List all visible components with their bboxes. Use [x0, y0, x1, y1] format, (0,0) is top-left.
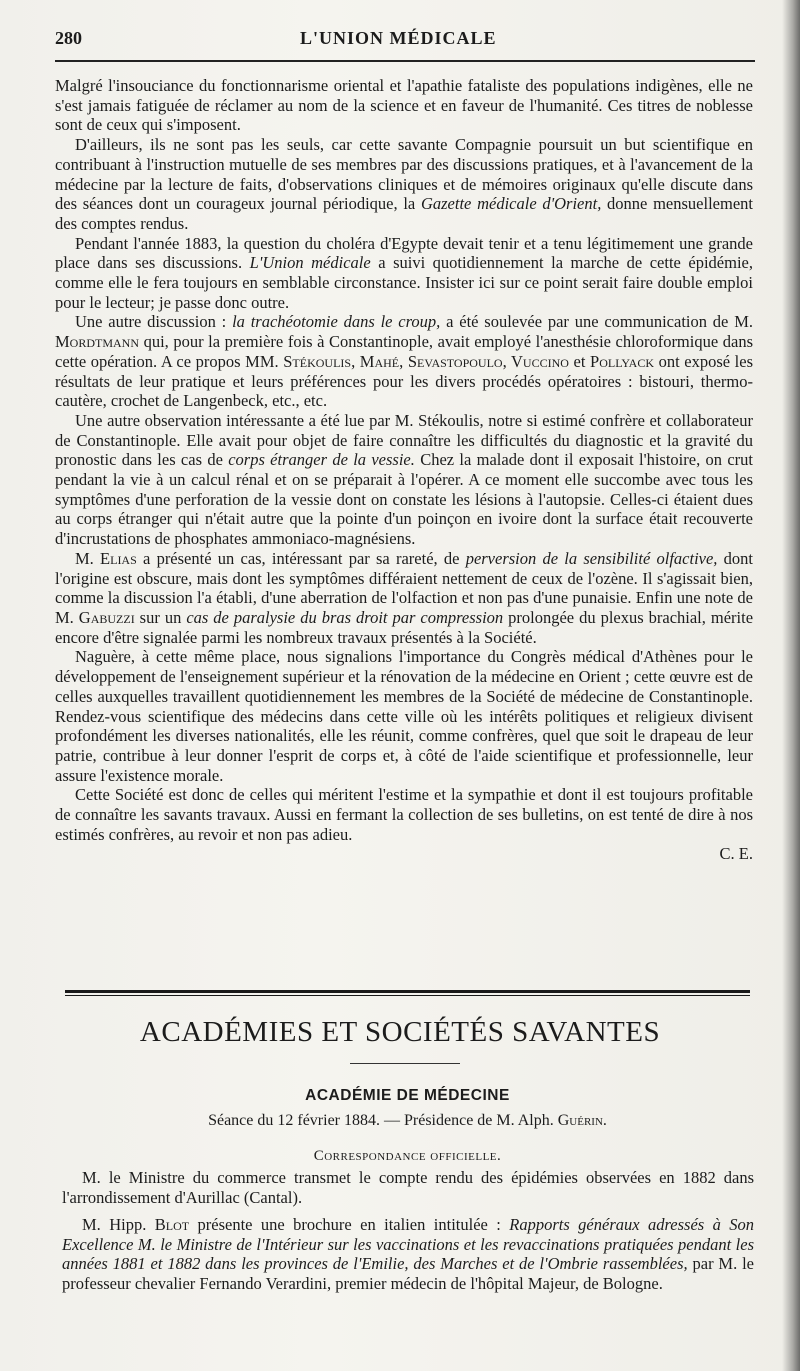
section-divider	[65, 990, 750, 996]
header-rule	[55, 60, 755, 62]
running-title: L'UNION MÉDICALE	[300, 28, 497, 48]
session-line: Séance du 12 février 1884. — Présidence de M. Alph. Guérin.	[208, 1112, 607, 1129]
paragraph: Une autre discussion : la trachéotomie dans le croup, a été soulevée par une communication de M. Mordtmann qui, pour la première fois à Constantinople, avait employé l'anesthésie chloroformique dans cette opération. A ce propos MM. Stékoulis, Mahé, Sevastopoulo, Vuccino et Pollyack ont exposé les résultats de leur pratique et leurs préférences pour les divers procédés opératoires : bistouri, thermo-cautère, crochet de Langenbeck, etc., etc.	[55, 312, 753, 411]
paragraph: Naguère, à cette même place, nous signalions l'importance du Congrès médical d'Athènes pour le développement de l'enseignement supérieur et la rénovation de la médecine en Orient ; cette œuvre est de celles auxquelles travaillent quotidiennement les membres de la Société de médecine de Constantinople. Rendez-vous scientifique des médecins dans cette ville où les intérêts politiques et religieux divisent profondément les diverses nationalités, elle les réunit, comme confrères, quel que soit le drapeau de leur patrie, contribue à leur donner l'esprit de corps et, à côté de l'aide scientifique et professionnelle, leur assure l'existence morale.	[55, 647, 753, 785]
correspondence-body	[62, 1168, 754, 1301]
page-header	[55, 28, 755, 54]
paragraph: Malgré l'insouciance du fonctionnarisme oriental et l'apathie fataliste des populations indigènes, elle ne s'est jamais fatiguée de réclamer au nom de la science et en faveur de l'humanité. Ces titres de noblesse sont de ceux qui s'imposent.	[55, 76, 753, 135]
paragraph: D'ailleurs, ils ne sont pas les seuls, car cette savante Compagnie poursuit un but scientifique en contribuant à l'instruction mutuelle de ses membres par des discussions pratiques, et à l'avancement de la médecine par la lecture de faits, d'observations cliniques et de mémoires originaux qu'elle discute dans des séances dont un courageux journal périodique, la Gazette médicale d'Orient, donne mensuellement des comptes rendus.	[55, 135, 753, 233]
signature: C. E.	[719, 844, 753, 864]
correspondence-heading: Correspondance officielle.	[313, 1148, 502, 1164]
paragraph: M. Hipp. Blot présente une brochure en italien intitulée : Rapports généraux adressés à Son Excellence M. le Ministre de l'Intérieur sur les vaccinations et les revaccinations pratiquées pendant les années 1881 et 1882 dans les provinces de l'Emilie, des Marches et de l'Ombrie rassemblées, par M. le professeur chevalier Fernando Verardini, premier médecin de l'hôpital Majeur, de Bologne.	[62, 1215, 755, 1293]
paragraph: M. Elias a présenté un cas, intéressant par sa rareté, de perversion de la sensibilité olfactive, dont l'origine est obscure, mais dont les symptômes différaient nettement de ceux de l'ozène. Il s'agissait bien, comme la discussion l'a établi, d'une aberration de l'olfaction et non pas d'une punaisie. Enfin une note de M. Gabuzzi sur un cas de paralysie du bras droit par compression prolongée du plexus brachial, mérite encore d'être signalée parmi les nombreux travaux présentés à la Société.	[55, 548, 754, 647]
paragraph: Cette Société est donc de celles qui méritent l'estime et la sympathie et dont il est toujours profitable de connaître les savants travaux. Aussi en fermant la collection de ses bulletins, on est tenté de dire à nos estimés confrères, au revoir et non pas adieu.	[55, 785, 753, 844]
book-spine-shadow	[782, 0, 800, 1371]
academy-title: ACADÉMIE DE MÉDECINE	[305, 1087, 510, 1104]
page-number: 280	[55, 28, 82, 48]
title-underline	[350, 1063, 460, 1064]
article-body	[55, 76, 753, 864]
paragraph: Pendant l'année 1883, la question du choléra d'Egypte devait tenir et a tenu légitimement une grande place dans ses discussions. L'Union médicale a suivi quotidiennement la marche de cette épidémie, comme elle le fera toujours en semblable circonstance. Insister ici sur ce point serait faire double emploi pour le lecteur; je passe donc outre.	[55, 233, 753, 312]
paragraph: Une autre observation intéressante a été lue par M. Stékoulis, notre si estimé confrère et collaborateur de Constantinople. Elle avait pour objet de faire connaître les difficultés du diagnostic et la gravité du pronostic dans les cas de corps étranger de la vessie. Chez la malade dont il exposait l'histoire, on crut pendant la vie à un calcul rénal et on se préparait à l'opérer. A ce moment elle succombe avec tous les symptômes d'une perforation de la vessie dont on constate les lésions à l'autopsie. Celles-ci étaient dues au corps étranger qui n'était autre que la pointe d'un poinçon en ivoire dont la surface était recouverte d'incrustations de phosphates ammoniaco-magnésiens.	[55, 410, 753, 549]
section-title: ACADÉMIES ET SOCIÉTÉS SAVANTES	[139, 1016, 661, 1048]
paragraph: M. le Ministre du commerce transmet le compte rendu des épidémies observées en 1882 dans l'arrondissement d'Aurillac (Cantal).	[62, 1168, 754, 1207]
